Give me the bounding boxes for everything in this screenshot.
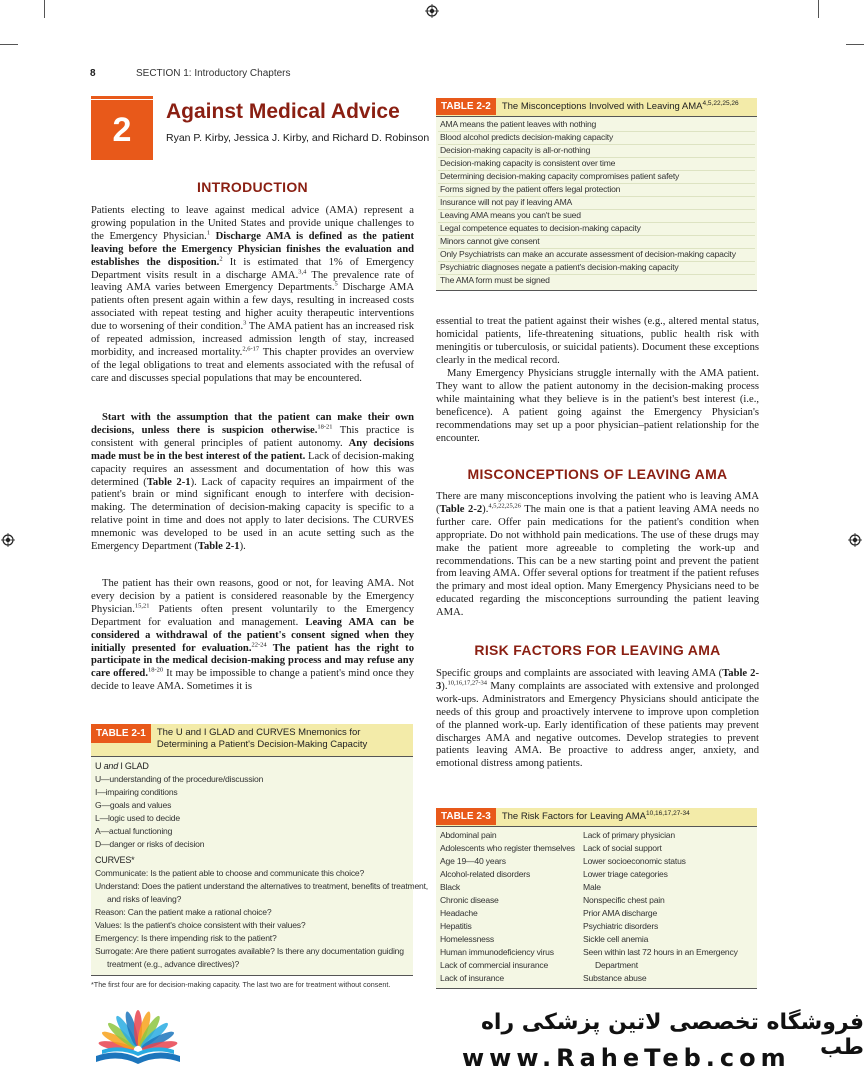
list-item: Hepatitis [440, 921, 472, 931]
table-2-1-tag: TABLE 2-1 [91, 724, 151, 743]
list-item: Reason: Can the patient make a rational choice? [95, 907, 272, 917]
list-item: Determining decision-making capacity compromises patient safety [440, 171, 680, 181]
table-2-3-header [436, 808, 757, 826]
list-item: Communicate: Is the patient able to choose and communicate this choice? [95, 868, 365, 878]
list-item: Headache [440, 908, 478, 918]
list-item: Male [583, 882, 601, 892]
list-item: Decision-making capacity is all-or-nothing [440, 145, 591, 155]
list-item: Chronic disease [440, 895, 499, 905]
list-item: Alcohol-related disorders [440, 869, 531, 879]
list-item: G—goals and values [95, 800, 172, 810]
list-item: Abdominal pain [440, 830, 497, 840]
chapter-number: 2 [91, 100, 153, 160]
list-item: Psychiatric diagnoses negate a patient's decision-making capacity [440, 262, 679, 272]
list-item: I—impairing conditions [95, 787, 178, 797]
registration-mark-icon [848, 533, 862, 547]
table-2-1-footnote: *The first four are for decision-making capacity. The last two are for treatment without consent. [91, 980, 391, 989]
list-item: Department [595, 960, 638, 970]
list-item: Lack of social support [583, 843, 662, 853]
list-item: Emergency: Is there impending risk to the patient? [95, 933, 277, 943]
page-number: 8 [90, 68, 96, 79]
list-item: Age 19—40 years [440, 856, 506, 866]
table-2-1-header [91, 724, 413, 756]
list-item: Lack of insurance [440, 973, 504, 983]
table-2-2-title: The Misconceptions Involved with Leaving AMA$^{4,5,22,25,26}$ [501, 99, 739, 112]
list-item: The AMA form must be signed [440, 275, 550, 285]
list-item: Legal competence equates to decision-making capacity [440, 223, 641, 233]
table-2-2-tag: TABLE 2-2 [436, 98, 496, 115]
book-logo-icon [88, 1000, 188, 1070]
list-item: Surrogate: Are there patient surrogates available? Is there any documentation guiding [95, 946, 404, 956]
list-item: Understand: Does the patient understand the alternatives to treatment, benefits of treatment, [95, 881, 428, 891]
list-item: AMA means the patient leaves with nothing [440, 119, 597, 129]
chapter-rule [91, 96, 153, 99]
list-item: Decision-making capacity is consistent over time [440, 158, 616, 168]
table-2-3-title: The Risk Factors for Leaving AMA$^{10,16,17,27-34}$ [501, 809, 690, 822]
list-item: Nonspecific chest pain [583, 895, 665, 905]
paragraph-misconceptions: There are many misconceptions involving the patient who is leaving AMA (Table 2-2).$^{4,5,22,25,26}$ The main one is that a patient leaving AMA needs no further care. Offer pain medications for the patient's condition when appropriate. Do not withhold pain medications. The use of these drugs may make the patient more agreeable to completing the work-up and recommendations. This can be a new starting point and prevent the patient from leaving AMA. Offer several options for treatment if the patient refuses the primary and most ideal option. Many Emergency Physicians need to be educated regarding the misconceptions surrounding the patient leaving AMA. [436, 491, 759, 619]
list-item: treatment (e.g., advance directives)? [107, 959, 240, 969]
footer-website[interactable]: www.RaheTeb.com [462, 1044, 791, 1072]
list-item: Lack of commercial insurance [440, 960, 549, 970]
paragraph-intro-2: Start with the assumption that the patient can make their own decisions, unless there is suspicion otherwise.$^{18-21}$ This practice is consistent with general principles of patient autonomy. Any decisions made must be in the best interest of the patient. Lack of decision-making capacity requires an assessment and documentation of how this was determined (Table 2-1). Lack of capacity requires an impairment of the patient's brain or mind significant enough to interfere with decision-making. The determination of decision-making capacity is specific to a relative point in time and does not apply to later decisions. The CURVES mnemonic was developed to be used in an acute setting such as the Emergency Department (Table 2-1). [91, 412, 415, 553]
footer-store-name: فروشگاه تخصصی لاتین پزشکی راه طب [480, 1010, 864, 1060]
table-2-1-curves-heading: CURVES* [95, 855, 135, 865]
list-item: Lower triage categories [583, 869, 668, 879]
list-item: Substance abuse [583, 973, 647, 983]
section-label: SECTION 1: Introductory Chapters [136, 68, 291, 79]
list-item: Human immunodeficiency virus [440, 947, 554, 957]
list-item: Only Psychiatrists can make an accurate assessment of decision-making capacity [440, 249, 736, 259]
list-item: Sickle cell anemia [583, 934, 649, 944]
paragraph-right-2: Many Emergency Physicians struggle internally with the AMA patient. They want to allow the patient autonomy in the decision-making process while maintaining what they believe is in the patient's best interest (i.e., beneficence). A patient going against the Emergency Physician's recommendations may set up a poor physician–patient relationship for the encounter. [436, 368, 759, 444]
paragraph-intro-3: The patient has their own reasons, good or not, for leaving AMA. Not every decision by a patient is considered reasonable by the Emergency Physician.$^{15,21}$ Patients often present voluntarily to the Emergency Department for evaluation and management. Leaving AMA can be considered a withdrawal of the patient's consent signed when they initially presented for evaluation.$^{22-24}$ The patient has the right to participate in the medical decision-making process and may refuse any care offered.$^{18-20}$ It may be impossible to change a patient's mind once they decide to leave AMA. Sometimes it is [91, 578, 414, 693]
table-2-1-title: The U and I GLAD and CURVES Mnemonics for Determining a Patient's Decision-Making Capacity [156, 727, 368, 750]
list-item: Seen within last 72 hours in an Emergency [583, 947, 738, 957]
list-item: Black [440, 882, 461, 892]
heading-introduction: INTRODUCTION [197, 179, 308, 195]
list-item: Homelessness [440, 934, 494, 944]
list-item: Adolescents who register themselves [440, 843, 575, 853]
list-item: Lack of primary physician [583, 830, 675, 840]
list-item: U—understanding of the procedure/discussion [95, 774, 264, 784]
list-item: L—logic used to decide [95, 813, 180, 823]
list-item: Psychiatric disorders [583, 921, 659, 931]
table-2-3 [436, 808, 757, 989]
list-item: Forms signed by the patient offers legal protection [440, 184, 621, 194]
table-2-3-tag: TABLE 2-3 [436, 808, 496, 825]
list-item: Blood alcohol predicts decision-making capacity [440, 132, 614, 142]
list-item: Lower socioeconomic status [583, 856, 686, 866]
paragraph-intro-1: Patients electing to leave against medical advice (AMA) represent a growing population in the United States and provide unique challenges to the Emergency Physician.$^1$ Discharge AMA is defined as the patient leaving before the Emergency Physician finishes the evaluation and establishes the disposition.$^2$ It is estimated that 1% of Emergency Department visits result in a discharge AMA.$^{3,4}$ The prevalence rate of leaving AMA varies between Emergency Departments.$^5$ Discharge AMA patients often present again within a few days, resulting in increased costs associated with repeat testing and higher acuity therapeutic interventions due to worsening of their condition.$^3$ The AMA patient has an increased risk of repeated admission, increased admission length of stay, increased morbidity, and increased mortality.$^{2,6-17}$ This chapter provides an overview of the legal obligations to treat and elements associated with the refusal of care and discusses special populations that may be encountered. [91, 205, 414, 384]
list-item: Leaving AMA means you can't be sued [440, 210, 581, 220]
list-item: Prior AMA discharge [583, 908, 658, 918]
table-2-1-u-heading: U and I GLAD [95, 761, 149, 771]
registration-mark-icon [1, 533, 15, 547]
paragraph-risk-factors: Specific groups and complaints are associated with leaving AMA (Table 2-3).$^{10,16,17,27-34}$ Many complaints are associated with extensive and prolonged work-ups. Administrators and Emergency Physicians should anticipate the needs of this group and proactively intervene to improve upon completion of the planned work-up. Early identification of these patients may prevent discharges AMA and negative outcomes. Develop strategies to prevent patients leaving AMA. Be proactive to address anger, anxiety, and emotional distress among patients. [436, 668, 759, 770]
registration-mark-icon [425, 4, 439, 18]
chapter-title: Against Medical Advice [166, 100, 400, 123]
table-2-2-header [436, 98, 757, 116]
list-item: D—danger or risks of decision [95, 839, 205, 849]
paragraph-right-1: essential to treat the patient against their wishes (e.g., altered mental status, homicidal patients, life-threatening situations, public health risk with meningitis or tuberculosis, or suicidal patients). Document these exceptions clearly in the medical record. [436, 316, 759, 366]
table-2-1 [91, 724, 428, 976]
heading-misconceptions: MISCONCEPTIONS OF LEAVING AMA [467, 466, 728, 482]
list-item: Insurance will not pay if leaving AMA [440, 197, 573, 207]
list-item: Minors cannot give consent [440, 236, 540, 246]
list-item: A—actual functioning [95, 826, 173, 836]
table-2-2 [436, 98, 757, 291]
heading-risk-factors: RISK FACTORS FOR LEAVING AMA [474, 642, 721, 658]
chapter-authors: Ryan P. Kirby, Jessica J. Kirby, and Richard D. Robinson [166, 132, 430, 144]
list-item: and risks of leaving? [107, 894, 182, 904]
list-item: Values: Is the patient's choice consistent with their values? [95, 920, 306, 930]
